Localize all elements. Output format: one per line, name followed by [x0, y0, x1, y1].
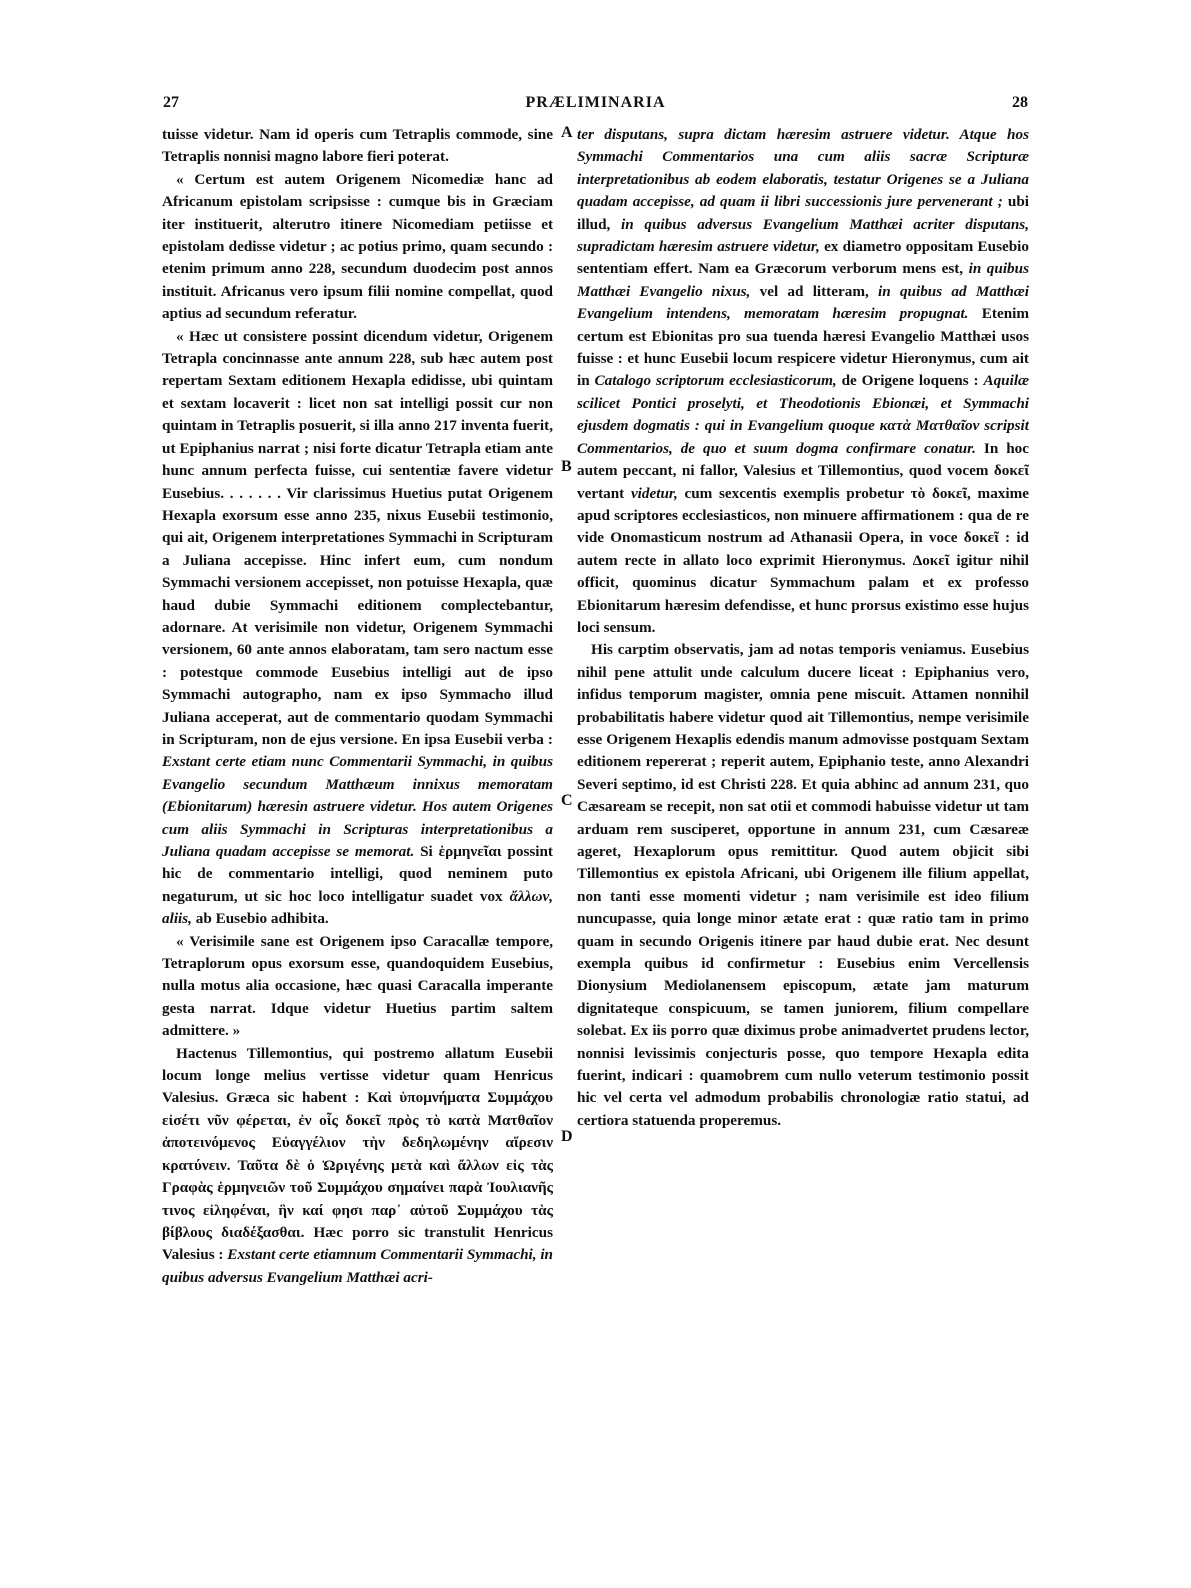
greek-word: ἄλλων, aliis,: [162, 887, 553, 928]
italic-text: in quibus adversus Evangelium Matthæi acriter disputans, supradictam hæresim astruere videtur,: [577, 215, 1029, 256]
margin-marker-d: D: [561, 1128, 573, 1145]
paragraph: His carptim observatis, jam ad notas temporis veniamus. Eusebius nihil pene attulit unde calculum ducere liceat : Epiphanius vero, infidus temporum magister, omnia pene miscuit. Attamen nonnihil probabilitatis habere videtur quod ait Tillemontius, nempe verisimile esse Origenem Hexaplis edendis manum admovisse postquam Sextam editionem repererat ; reperit autem, Epiphanio teste, anno Alexandri Severi septimo, id est Christi 228. Et quia abhinc ad annum 231, quo Cæsaream se recepit, non sat otii et commodi habuisse videtur ut tam arduam rem susciperet, opportune in annum 231, cum Cæsareæ ageret, Hexaplorum opus remittitur. Quod autem objicit sibi Tillemontius ex epistola Africani, ubi Origenem ille filium appellat, non tanti esse momenti videtur ; nam verisimile est ideo filium nuncupasse, quia longe minor ætate erat : quæ ratio tam in primo quam in secundo Origenis itinere par haud dubie erat. Nec desunt exempla quibus id confirmetur : Eusebius enim Vercellensis Dionysium Mediolanensem episcopum, ætate jam maturum dignitateque conspicuum, se tamen juniorem, filium compellare solebat. Ex iis porro quæ diximus probe animadvertet prudens lector, nonnisi levissimis conjecturis posse, quo tempore Hexapla edita fuerint, indicari : quamobrem cum nullo veterum testimonio possit hic vel certa vel admodum probabilis chronologiæ ratio statui, ad certiora statuenda properemus.: [577, 641, 1029, 1129]
paragraph-text: vel ad litteram,: [759, 282, 869, 300]
italic-text: in quibus Matthæi Evangelio nixus,: [577, 260, 1029, 300]
paragraph: [162, 1043, 553, 1289]
paragraph: « Certum est autem Origenem Nicomediæ hanc ad Africanum epistolam scripsisse : cumque bis in Græciam iter instituerit, alterutro itinere Nicomediam petiisse et epistolam dedisse videtur ; ac potius primo, quam secundo : etenim primum anno 228, secundum duodecim post annos instituit. Africanus vero ipsum filii nomine compellat, quod aptius ad secundum referatur.: [162, 170, 553, 323]
paragraph-text: Etenim certum est Ebionitas pro sua tuenda hæresi Evangelio Matthæi usos fuisse : et hunc Eusebii locum respicere videtur Hieronymus, cum ait in: [577, 305, 1029, 390]
paragraph-text: In hoc autem peccant, ni fallor, Valesius et Tillemontius, quod vocem δοκεῖ vertant: [577, 439, 1029, 502]
paragraph-text: ab Eusebio adhibita.: [195, 910, 329, 928]
valesius-translation: ter disputans, supra dictam hæresim astruere videtur. Atque hos Symmachi Commentarios una cum aliis sacræ Scripturæ interpretationibus ab eodem elaboratis, testatur Origenes se a Juliana quadam accepisse, ad quam ii libri successionis jure pervenerant ;: [577, 126, 1029, 211]
running-header: [163, 94, 1028, 118]
paragraph: « Verisimile sane est Origenem ipso Caracallæ tempore, Tetraplorum opus exorsum esse, quandoquidem Eusebius, nulla motus alia occasione, hæc quasi Caracalla imperante gesta narrat. Idque videtur Huetius partim saltem admittere. »: [162, 932, 553, 1040]
paragraph-text: cum sexcentis exemplis probetur τὸ δοκεῖ, maxime apud scriptores ecclesiasticos, non minuere affirmationem : qua de re vide Onomasticum nostrum ad Athanasii Opera, in voce δοκεῖ : id autem recte in allato loco exprimit Hieronymus. Δοκεῖ igitur nihil officit, quominus dicatur Symmachum palam et ex professo Ebionitarum hæresim defendisse, et hunc prorsus existimo esse hujus loci sensum.: [577, 484, 1029, 636]
running-title: PRÆLIMINARIA: [525, 94, 666, 111]
paragraph-text: ubi illud,: [577, 193, 1029, 233]
margin-marker-a: A: [561, 124, 573, 141]
paragraph: [577, 124, 1029, 639]
paragraph: tuisse videtur. Nam id operis cum Tetraplis commode, sine Tetraplis nonnisi magno labore fieri poterat.: [162, 126, 553, 166]
margin-marker-b: B: [561, 458, 572, 475]
italic-text: videtur,: [630, 484, 678, 502]
paragraph-text: ex diametro oppositam Eusebio sententiam effert. Nam ea Græcorum verborum mens est,: [577, 238, 1029, 278]
italic-text: in quibus ad Matthæi Evangelium intendens, memoratam hæresim propugnat.: [577, 282, 1029, 323]
paragraph-text: Si ἑρμηνεῖαι possint hic de commentario intelligi, quod neminem puto negaturum, ut sic hoc loco intelligatur suadet vox: [162, 843, 553, 905]
paragraph: [162, 326, 553, 931]
page-number-left: 27: [163, 94, 179, 111]
paragraph-text: de Origene loquens :: [841, 372, 979, 390]
italic-text: Catalogo scriptorum ecclesiasticorum,: [594, 372, 837, 390]
paragraph-text: Hactenus Tillemontius, qui postremo allatum Eusebii locum longe melius vertisse videtur quam Henricus Valesius. Græca sic habent : Καὶ ὑπομνήματα Συμμάχου εἰσέτι νῦν φέρεται, ἐν οἷς δοκεῖ πρὸς τὸ κατὰ Ματθαῖον ἀποτεινόμενος Εὐαγγέλιον τὴν δεδηλωμένην αἵρεσιν κρατύνειν. Ταῦτα δὲ ὁ Ὠριγένης μετὰ καὶ ἄλλων εἰς τὰς Γραφὰς ἑρμηνειῶν τοῦ Συμμάχου σημαίνει παρὰ Ἰουλιανῆς τινος εἰληφέναι, ἣν καί φησι παρ᾿ αὐτοῦ Συμμάχου τὰς βίβλους διαδέξασθαι. Hæc porro sic transtulit Henricus Valesius :: [162, 1044, 553, 1264]
right-column: [577, 124, 1029, 1472]
margin-marker-c: C: [561, 792, 573, 809]
paragraph-text: « Hæc ut consistere possint dicendum videtur, Origenem Tetrapla concinnasse ante annum 228, sub hæc autem post repertam Sextam editionem Hexapla edidisse, ubi quintam et sextam locaverit : licet non sat intelligi possit cur non quintam in Tetraplis posuerit, si illa anno 217 inventa fuerit, ut Epiphanius narrat ; nisi forte dicatur Tetrapla etiam ante hunc annum perfecta fuisse, cui sententiæ favere videtur Eusebius. . . . . . . Vir clarissimus Huetius putat Origenem Hexapla exorsum esse anno 235, nixus Eusebii testimonio, qui ait, Origenem interpretationes Symmachi in Scripturam a Juliana accepisse. Hinc infert eum, cum nondum Symmachi versionem accepisset, non potuisse Hexapla, quæ haud dubie Symmachi editionem complectebantur, adornare. At verisimile non videtur, Origenem Symmachi versionem, 60 ante annos elaboratam, tam sero nactum esse : potestque commode Eusebius intelligi aut de ipso Symmachi autographo, nam ex ipso Symmacho illud Juliana acceperat, aut de commentario quodam Symmachi in Scripturam, non de ejus versione. En ipsa Eusebii verba :: [162, 327, 553, 748]
eusebius-quote: Exstant certe etiam nunc Commentarii Symmachi, in quibus Evangelio secundum Matthæum innixus memoratam (Ebionitarum) hæresin astruere videtur. Hos autem Origenes cum aliis Symmachi in Scripturas interpretationibus a Juliana quadam accepisse se memorat.: [162, 753, 553, 860]
page-number-right: 28: [1012, 94, 1028, 111]
valesius-translation: Exstant certe etiamnum Commentarii Symmachi, in quibus adversus Evangelium Matthæi acri-: [162, 1246, 553, 1286]
left-column: [162, 124, 553, 1472]
hieronymus-quote: Aquilæ scilicet Pontici proselyti, et Theodotionis Ebionæi, et Symmachi ejusdem dogmatis : qui in Evangelium quoque κατὰ Ματθαῖον scripsit Commentarios, de quo et suum dogma confirmare conatur.: [577, 372, 1029, 457]
